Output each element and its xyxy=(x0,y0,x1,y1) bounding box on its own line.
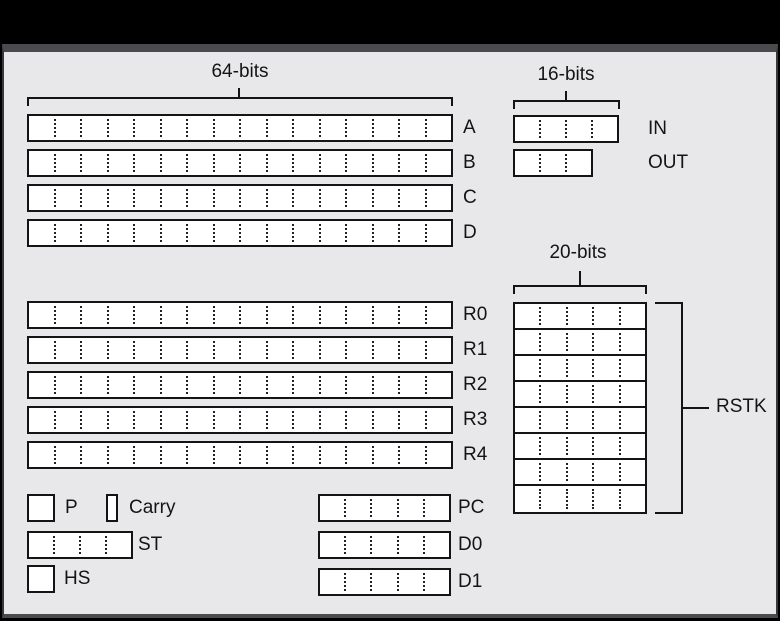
register-box-r3 xyxy=(27,406,453,434)
scratch-registers-group xyxy=(27,301,487,469)
bit-cell xyxy=(319,154,346,172)
bit-cell xyxy=(320,536,344,554)
bit-cell xyxy=(319,306,346,324)
bit-cell xyxy=(372,189,399,207)
bit-cell xyxy=(539,359,565,377)
register-box-b xyxy=(27,149,453,177)
bit-cell xyxy=(425,376,452,394)
bit-cell xyxy=(160,306,187,324)
bit-cell xyxy=(79,536,105,554)
bit-cell xyxy=(80,189,107,207)
register-box-d1 xyxy=(318,568,451,596)
bit-cell xyxy=(566,489,592,509)
bit-cell xyxy=(566,463,592,481)
bit-cell xyxy=(133,119,160,137)
bit-cell xyxy=(619,411,645,429)
p-flag-label: P xyxy=(65,497,78,518)
bit-cell xyxy=(425,306,452,324)
bit-cell xyxy=(54,189,81,207)
bit-cell xyxy=(80,341,107,359)
bit-cell xyxy=(266,306,293,324)
register-row-out xyxy=(513,149,689,177)
bit-cell xyxy=(292,446,319,464)
bit-cell xyxy=(319,376,346,394)
bit-cell xyxy=(515,385,539,403)
bit-cell xyxy=(266,446,293,464)
bit-cell xyxy=(565,120,591,138)
register-label-out: OUT xyxy=(648,152,689,173)
bit-cell xyxy=(425,119,452,137)
bit-cell xyxy=(344,573,370,591)
bit-cell xyxy=(29,154,54,172)
bit-cell xyxy=(592,385,618,403)
bit-cell xyxy=(80,306,107,324)
bit-cell xyxy=(345,154,372,172)
bit-cell xyxy=(372,446,399,464)
bit-cell xyxy=(423,573,449,591)
bit-cell xyxy=(213,119,240,137)
bit-cell xyxy=(515,333,539,351)
bit-cell xyxy=(239,306,266,324)
register-row-in xyxy=(513,115,667,143)
register-box-d0 xyxy=(318,531,451,559)
bit-cell xyxy=(292,119,319,137)
bit-cell xyxy=(592,411,618,429)
bit-cell xyxy=(133,376,160,394)
bit-cell xyxy=(160,446,187,464)
bit-cell xyxy=(319,224,346,242)
bit-cell xyxy=(566,385,592,403)
bits16-label: 16-bits xyxy=(537,64,595,85)
brace-end xyxy=(451,97,453,106)
bit-cell xyxy=(592,463,618,481)
register-label-in: IN xyxy=(648,118,667,139)
bit-cell xyxy=(592,359,618,377)
bit-cell xyxy=(566,437,592,455)
bit-cell xyxy=(425,446,452,464)
bit-cell xyxy=(107,224,134,242)
register-box-r0 xyxy=(27,301,453,329)
register-row-r1 xyxy=(27,336,487,364)
register-box-pc xyxy=(318,494,451,522)
bit-cell xyxy=(266,411,293,429)
bit-cell xyxy=(425,341,452,359)
bit-cell xyxy=(539,489,565,509)
register-row-r2 xyxy=(27,371,487,399)
bit-cell xyxy=(515,154,539,172)
bit-cell xyxy=(213,189,240,207)
bit-cell xyxy=(345,376,372,394)
register-row-b xyxy=(27,149,477,177)
bit-cell xyxy=(266,154,293,172)
bits64-label: 64-bits xyxy=(211,61,269,82)
bit-cell xyxy=(539,437,565,455)
bit-cell xyxy=(107,189,134,207)
brace-end xyxy=(27,97,29,106)
bit-cell xyxy=(345,446,372,464)
bit-cell xyxy=(423,499,449,517)
bit-cell xyxy=(345,306,372,324)
bit-cell xyxy=(213,154,240,172)
bit-cell xyxy=(372,341,399,359)
register-row-r0 xyxy=(27,301,487,329)
bit-cell xyxy=(107,341,134,359)
bit-cell xyxy=(398,119,425,137)
bit-cell xyxy=(565,154,591,172)
bit-cell xyxy=(186,154,213,172)
rstk-level xyxy=(515,330,645,356)
bit-cell xyxy=(370,499,396,517)
bit-cell xyxy=(160,154,187,172)
bit-cell xyxy=(186,189,213,207)
bit-cell xyxy=(213,446,240,464)
bit-cell xyxy=(54,446,81,464)
bit-cell xyxy=(423,536,449,554)
bit-cell xyxy=(29,446,54,464)
bit-cell xyxy=(425,224,452,242)
bit-cell xyxy=(515,463,539,481)
bit-cell xyxy=(372,154,399,172)
bit-cell xyxy=(54,411,81,429)
bit-cell xyxy=(370,573,396,591)
bit-cell xyxy=(319,341,346,359)
register-label-d0: D0 xyxy=(458,534,483,555)
bit-cell xyxy=(107,411,134,429)
bit-cell xyxy=(345,189,372,207)
bit-cell xyxy=(213,376,240,394)
bit-cell xyxy=(107,376,134,394)
register-box-out xyxy=(513,149,593,177)
bit-cell xyxy=(398,189,425,207)
register-label-d: D xyxy=(463,222,477,243)
register-row-d xyxy=(27,219,477,247)
bit-cell xyxy=(345,119,372,137)
bit-cell xyxy=(372,411,399,429)
bit-cell xyxy=(398,411,425,429)
register-label-a: A xyxy=(463,117,476,138)
brace-end xyxy=(513,285,515,294)
register-label-r3: R3 xyxy=(463,409,488,430)
bit-cell xyxy=(186,119,213,137)
bit-cell xyxy=(592,307,618,325)
bit-cell xyxy=(619,359,645,377)
pointer-registers-group xyxy=(318,494,484,596)
bit-cell xyxy=(213,306,240,324)
bit-cell xyxy=(319,446,346,464)
bit-cell xyxy=(619,489,645,509)
bit-cell xyxy=(397,536,423,554)
bit-cell xyxy=(425,154,452,172)
bit-cell xyxy=(239,224,266,242)
bit-cell xyxy=(397,499,423,517)
working-registers-group xyxy=(27,114,477,247)
register-label-r0: R0 xyxy=(463,304,488,325)
st-register-box xyxy=(27,531,133,559)
bit-cell xyxy=(80,411,107,429)
bit-cell xyxy=(239,119,266,137)
bit-cell xyxy=(619,307,645,325)
bit-cell xyxy=(54,119,81,137)
register-label-r4: R4 xyxy=(463,444,488,465)
bit-cell xyxy=(29,189,54,207)
bit-cell xyxy=(619,333,645,351)
carry-flag-box xyxy=(106,494,118,522)
bit-cell xyxy=(266,376,293,394)
p-flag-row xyxy=(27,494,78,522)
bit-cell xyxy=(372,119,399,137)
rstk-level xyxy=(515,434,645,460)
bit-cell xyxy=(213,224,240,242)
bit-cell xyxy=(566,333,592,351)
bit-cell xyxy=(566,307,592,325)
bit-cell xyxy=(398,154,425,172)
bit-cell xyxy=(515,437,539,455)
bit-cell xyxy=(266,119,293,137)
bit-cell xyxy=(398,376,425,394)
bits20-label: 20-bits xyxy=(549,242,607,263)
bit-cell xyxy=(515,120,539,138)
register-box-a xyxy=(27,114,453,142)
bit-cell xyxy=(186,224,213,242)
bit-cell xyxy=(566,411,592,429)
bit-cell xyxy=(319,119,346,137)
bit-cell xyxy=(105,536,131,554)
bit-cell xyxy=(80,154,107,172)
bit-cell xyxy=(54,376,81,394)
bit-cell xyxy=(160,411,187,429)
bit-cell xyxy=(107,446,134,464)
brace-end xyxy=(513,100,515,109)
bit-cell xyxy=(29,224,54,242)
bit-cell xyxy=(29,376,54,394)
bit-cell xyxy=(320,573,344,591)
bit-cell xyxy=(160,376,187,394)
bit-cell xyxy=(80,446,107,464)
bit-cell xyxy=(239,411,266,429)
bit-cell xyxy=(54,306,81,324)
bit-cell xyxy=(266,189,293,207)
bit-cell xyxy=(539,307,565,325)
register-row-c xyxy=(27,184,477,212)
bit-cell xyxy=(292,411,319,429)
bit-cell xyxy=(133,446,160,464)
rstk-level xyxy=(515,382,645,408)
bit-cell xyxy=(320,499,344,517)
register-row-r3 xyxy=(27,406,487,434)
register-box-in xyxy=(513,115,619,143)
register-row-d0 xyxy=(318,531,484,559)
bit-cell xyxy=(133,306,160,324)
bit-cell xyxy=(29,411,54,429)
bit-cell xyxy=(160,119,187,137)
rstk-level xyxy=(515,486,645,512)
bit-cell xyxy=(133,224,160,242)
bit-cell xyxy=(539,154,565,172)
bit-cell xyxy=(213,411,240,429)
bit-cell xyxy=(29,306,54,324)
carry-flag-label: Carry xyxy=(129,497,176,518)
hs-flag-label: HS xyxy=(64,568,91,589)
bit-cell xyxy=(80,224,107,242)
bit-cell xyxy=(592,333,618,351)
bit-cell xyxy=(213,341,240,359)
bit-cell xyxy=(345,411,372,429)
bit-cell xyxy=(133,189,160,207)
bit-cell xyxy=(619,437,645,455)
bracket-end xyxy=(655,302,683,304)
bit-cell xyxy=(319,411,346,429)
brace-tick xyxy=(238,88,240,97)
brace-tick xyxy=(565,91,567,100)
bit-cell xyxy=(160,341,187,359)
bit-cell xyxy=(619,463,645,481)
bit-cell xyxy=(425,411,452,429)
bit-cell xyxy=(372,376,399,394)
bit-cell xyxy=(539,333,565,351)
bit-cell xyxy=(29,341,54,359)
bit-cell xyxy=(107,119,134,137)
register-row-d1 xyxy=(318,568,484,596)
bit-cell xyxy=(539,411,565,429)
rstk-label: RSTK xyxy=(716,396,767,417)
bit-cell xyxy=(292,376,319,394)
brace-end xyxy=(645,285,647,294)
bit-cell xyxy=(591,120,617,138)
register-label-r2: R2 xyxy=(463,374,488,395)
bit-cell xyxy=(186,446,213,464)
bit-cell xyxy=(133,411,160,429)
rstk-level xyxy=(515,304,645,330)
bit-cell xyxy=(539,120,565,138)
register-row-pc xyxy=(318,494,484,522)
bit-cell xyxy=(133,341,160,359)
bit-cell xyxy=(592,489,618,509)
register-label-r1: R1 xyxy=(463,339,488,360)
p-flag-box xyxy=(27,494,55,522)
bit-cell xyxy=(239,376,266,394)
bit-cell xyxy=(239,154,266,172)
bit-cell xyxy=(133,154,160,172)
st-register-row xyxy=(27,531,162,559)
bit-cell xyxy=(515,307,539,325)
bit-cell xyxy=(53,536,79,554)
bit-cell xyxy=(398,341,425,359)
bit-cell xyxy=(515,411,539,429)
bit-cell xyxy=(186,341,213,359)
bit-cell xyxy=(397,573,423,591)
bit-cell xyxy=(319,189,346,207)
bit-cell xyxy=(160,224,187,242)
register-label-b: B xyxy=(463,152,476,173)
bit-cell xyxy=(186,306,213,324)
bit-cell xyxy=(160,189,187,207)
st-register-label: ST xyxy=(138,534,163,555)
io-registers-group xyxy=(513,115,689,177)
bit-cell xyxy=(370,536,396,554)
bit-cell xyxy=(54,224,81,242)
bit-cell xyxy=(398,224,425,242)
bit-cell xyxy=(107,306,134,324)
bit-cell xyxy=(292,189,319,207)
register-box-d xyxy=(27,219,453,247)
register-label-c: C xyxy=(463,187,477,208)
bit-cell xyxy=(266,224,293,242)
bit-cell xyxy=(266,341,293,359)
bit-cell xyxy=(515,359,539,377)
bit-cell xyxy=(566,359,592,377)
bit-cell xyxy=(54,154,81,172)
bit-cell xyxy=(345,341,372,359)
brace-line xyxy=(513,285,647,287)
register-row-r4 xyxy=(27,441,487,469)
bit-cell xyxy=(539,463,565,481)
bit-cell xyxy=(345,224,372,242)
bit-cell xyxy=(398,306,425,324)
bit-cell xyxy=(186,411,213,429)
bit-cell xyxy=(80,119,107,137)
register-box-c xyxy=(27,184,453,212)
bit-cell xyxy=(239,189,266,207)
bit-cell xyxy=(292,341,319,359)
carry-flag-row xyxy=(106,494,175,522)
register-row-a xyxy=(27,114,477,142)
bit-cell xyxy=(239,341,266,359)
rstk-level xyxy=(515,356,645,382)
bracket-tick xyxy=(683,407,709,409)
bit-cell xyxy=(515,489,539,509)
register-label-pc: PC xyxy=(458,497,485,518)
bit-cell xyxy=(372,224,399,242)
bit-cell xyxy=(592,437,618,455)
register-label-d1: D1 xyxy=(458,571,483,592)
hs-flag-box xyxy=(27,565,55,593)
bit-cell xyxy=(29,536,53,554)
register-box-r1 xyxy=(27,336,453,364)
bit-cell xyxy=(539,385,565,403)
bit-cell xyxy=(107,154,134,172)
bit-cell xyxy=(239,446,266,464)
bit-cell xyxy=(80,376,107,394)
brace-end xyxy=(618,100,620,109)
bit-cell xyxy=(344,536,370,554)
brace-line xyxy=(513,100,620,102)
bit-cell xyxy=(292,154,319,172)
bit-cell xyxy=(292,224,319,242)
bit-cell xyxy=(398,446,425,464)
bracket-end xyxy=(655,512,683,514)
brace-line xyxy=(27,97,453,99)
rstk-level xyxy=(515,460,645,486)
bit-cell xyxy=(344,499,370,517)
rstk-level xyxy=(515,408,645,434)
bit-cell xyxy=(54,341,81,359)
rstk-stack xyxy=(513,302,647,514)
bit-cell xyxy=(29,119,54,137)
hs-flag-row xyxy=(27,565,90,593)
bit-cell xyxy=(425,189,452,207)
register-box-r2 xyxy=(27,371,453,399)
bit-cell xyxy=(292,306,319,324)
bit-cell xyxy=(186,376,213,394)
bit-cell xyxy=(619,385,645,403)
brace-tick xyxy=(579,271,581,285)
bit-cell xyxy=(372,306,399,324)
register-box-r4 xyxy=(27,441,453,469)
